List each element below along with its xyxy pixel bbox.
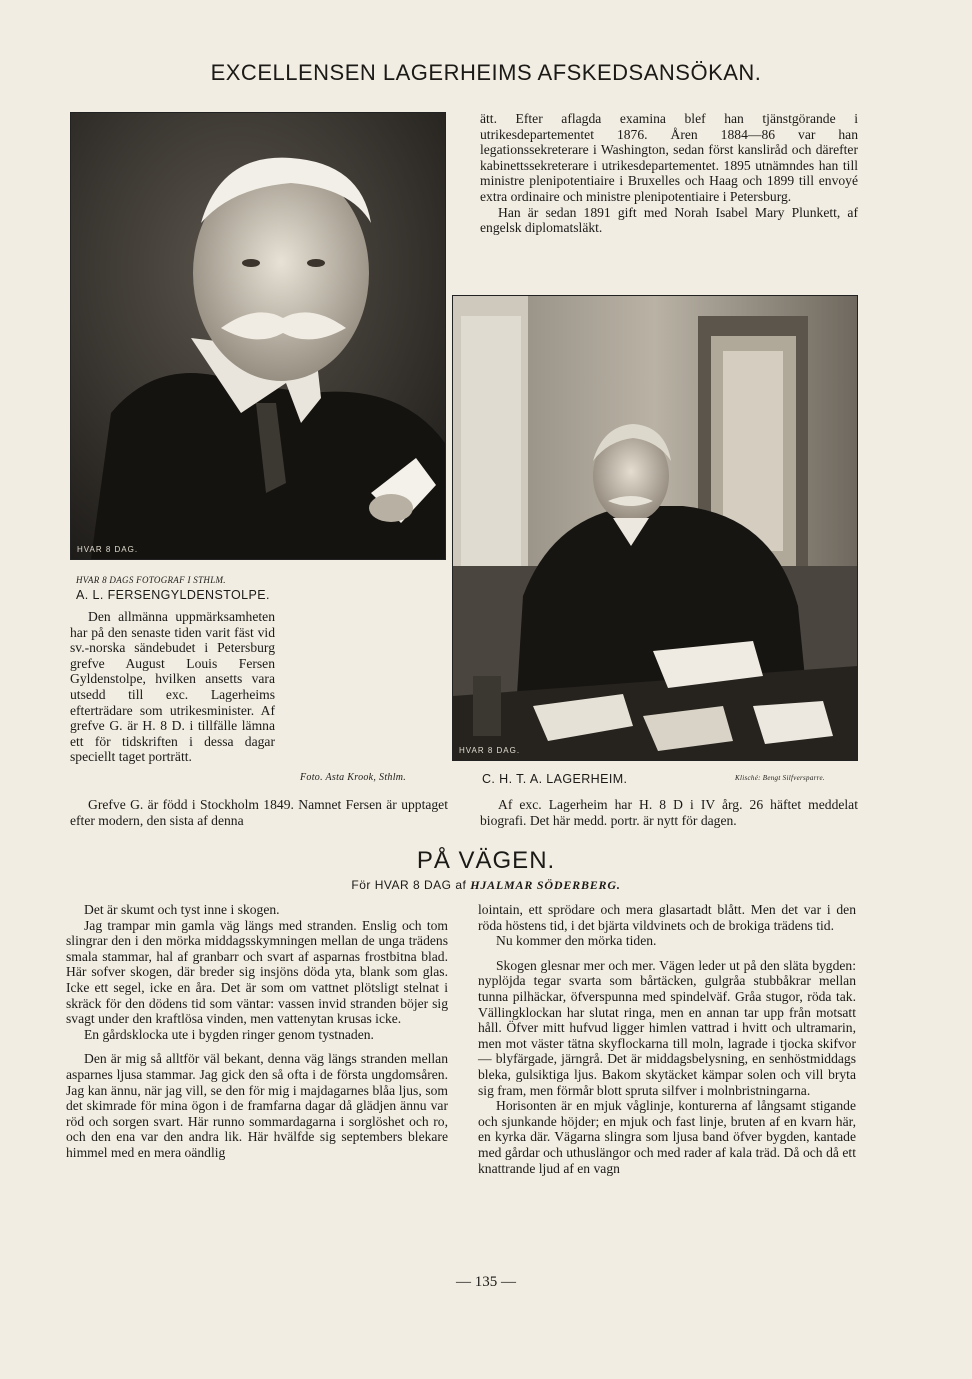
article-paragraph: Den allmänna uppmärksamheten har på den senaste tiden varit fäst vid sv.-norska sändebudet i Petersburg grefve August Louis Fersen Gyldenstolpe, hvilken ansetts vara utsedd till exc. Lagerheims efterträdare som utrikesminister. Af grefve G. är H. 8 D. i tillfälle lämna ett för tidskriften i dessa dagar speciellt taget porträtt. (70, 609, 275, 765)
photo-credit-left: HVAR 8 DAGS FOTOGRAF I STHLM. (76, 575, 226, 585)
photo-caption-left: A. L. FERSENGYLDENSTOLPE. (76, 588, 270, 602)
story-paragraph: Det är skumt och tyst inne i skogen. (84, 902, 280, 917)
portrait-gyldenstolpe-image (71, 113, 445, 559)
story-paragraph: lointain, ett sprödare och mera glasartadt blått. Men det var i den röda höstens tid, i det bjärta vildvinets och de brokiga trädens tid. (478, 902, 856, 933)
article-column-right-top (480, 111, 858, 236)
article-column-left-wide (70, 797, 448, 828)
byline-author: HJALMAR SÖDERBERG. (470, 878, 621, 892)
story-paragraph: Nu kommer den mörka tiden. (496, 933, 657, 949)
photo-stamp: HVAR 8 DAG. (77, 545, 139, 554)
story-column-right (478, 902, 856, 1176)
article-paragraph: Grefve G. är född i Stockholm 1849. Namnet Fersen är upptaget efter modern, den sista af denna (70, 797, 448, 828)
story-paragraph: Jag trampar min gamla väg längs med stranden. Enslig och tom slingrar den i den mörka middagsskymningen mellan de unga trädens smala stammar, hal af granbarr och svart af asparnas frostbitna blad. Här sofver skogen, där breder sig insjöns döda yta, blank som glas. Icke ett segel, icke en åra. Det är som om vattnet plötsligt stelnat i skräck för den dödens tid som väntar: vassen invid stranden böjer sig svagt under den kraftlösa vinden, men vattenytan krusas icke. (66, 917, 448, 1027)
photo-stamp: HVAR 8 DAG. (459, 746, 521, 755)
article-paragraph: Han är sedan 1891 gift med Norah Isabel Mary Plunkett, af engelsk diplomatsläkt. (480, 204, 858, 236)
page-number: — 135 — (456, 1274, 516, 1290)
story-column-left (66, 902, 448, 1161)
photo-credit-right: Foto. Asta Krook, Sthlm. (300, 772, 407, 783)
story-title: PÅ VÄGEN. (416, 847, 556, 874)
article-paragraph: ätt. Efter aflagda examina blef han tjänstgörande i utrikesdepartementet 1876. Åren 1884—86 var han legationssekreterare i Washington, sedan först kansliråd och därefter kabinettssekreterare i utrikesdepartementet. 1895 utnämndes han till ministre plenipotentiaire i Bruxelles och Haag och 1899 till envoyé extra ordinaire och ministre plenipotentiaire i Petersburg. (480, 111, 858, 204)
page-title: EXCELLENSEN LAGERHEIMS AFSKEDSANSÖKAN. (210, 60, 762, 85)
cliche-credit: Klisché: Bengt Silfversparre. (735, 774, 825, 782)
portrait-lagerheim-image (453, 296, 857, 760)
story-paragraph: En gårdsklocka ute i bygden ringer genom tystnaden. (84, 1026, 374, 1042)
article-column-left-narrow (70, 609, 275, 765)
story-byline (0, 878, 972, 893)
portrait-lagerheim-photo (452, 295, 858, 761)
story-paragraph: Den är mig så alltför väl bekant, denna väg längs stranden mellan asparnes ljusa stammar. Jag gick den så ofta i de första ungdomsåren. Jag kan ännu, när jag vill, se den för mig i majdagarnes blåa ljus, som det skimrade för mina ögon i de framfarna dagar då glädjen ännu var röd och sorgen svart. Här runno sommardagarna i sorglöshet och ro, och den ena var den andra lik. Här hvälfde sig septembers blekare himmel med en mera oändlig (66, 1051, 448, 1160)
story-paragraph: Skogen glesnar mer och mer. Vägen leder ut på den släta bygden: nyplöjda tegar svarta som bårtäcken, gulgråa stubbåkrar mellan tunna pilhäckar, öfverspunna med spindelväf. Gråa stugor, röda tak. Vällingklockan har slutat ringa, men en annan tar upp från motsatt håll. Öfver mitt hufvud ligger himlen vattrad i hvitt och ultramarin, men mot väster tätna skyflockarna till moln, lagrade i tjocka skifvor — blyfärgade, järngrå. Det är middagsbelysning, en senhöstmiddags bleka, gulsiktiga ljus. Bakom skytäcket kämpar solen och vill bryta sig fram, men förmår blott spruta silfver i molnbristningarna. (478, 957, 856, 1098)
article-note-right (480, 797, 858, 828)
portrait-gyldenstolpe-photo (70, 112, 446, 560)
article-paragraph: Af exc. Lagerheim har H. 8 D i IV årg. 26 häftet meddelat biografi. Det här medd. portr. är nytt för dagen. (480, 797, 858, 828)
byline-prefix: För HVAR 8 DAG af (351, 878, 467, 892)
story-paragraph: Horisonten är en mjuk våglinje, konturerna af långsamt stigande och sjunkande höjder; en mjuk och fast linje, bruten af en kvarn här, en kyrka där. Vägarna slingra som ljusa band öfver bygden, kantade med gårdar och uthuslängor och med rader af kala träd. Då och då ett knattrande ljud af en vagn (478, 1098, 856, 1176)
photo-caption-right: C. H. T. A. LAGERHEIM. (482, 772, 628, 786)
